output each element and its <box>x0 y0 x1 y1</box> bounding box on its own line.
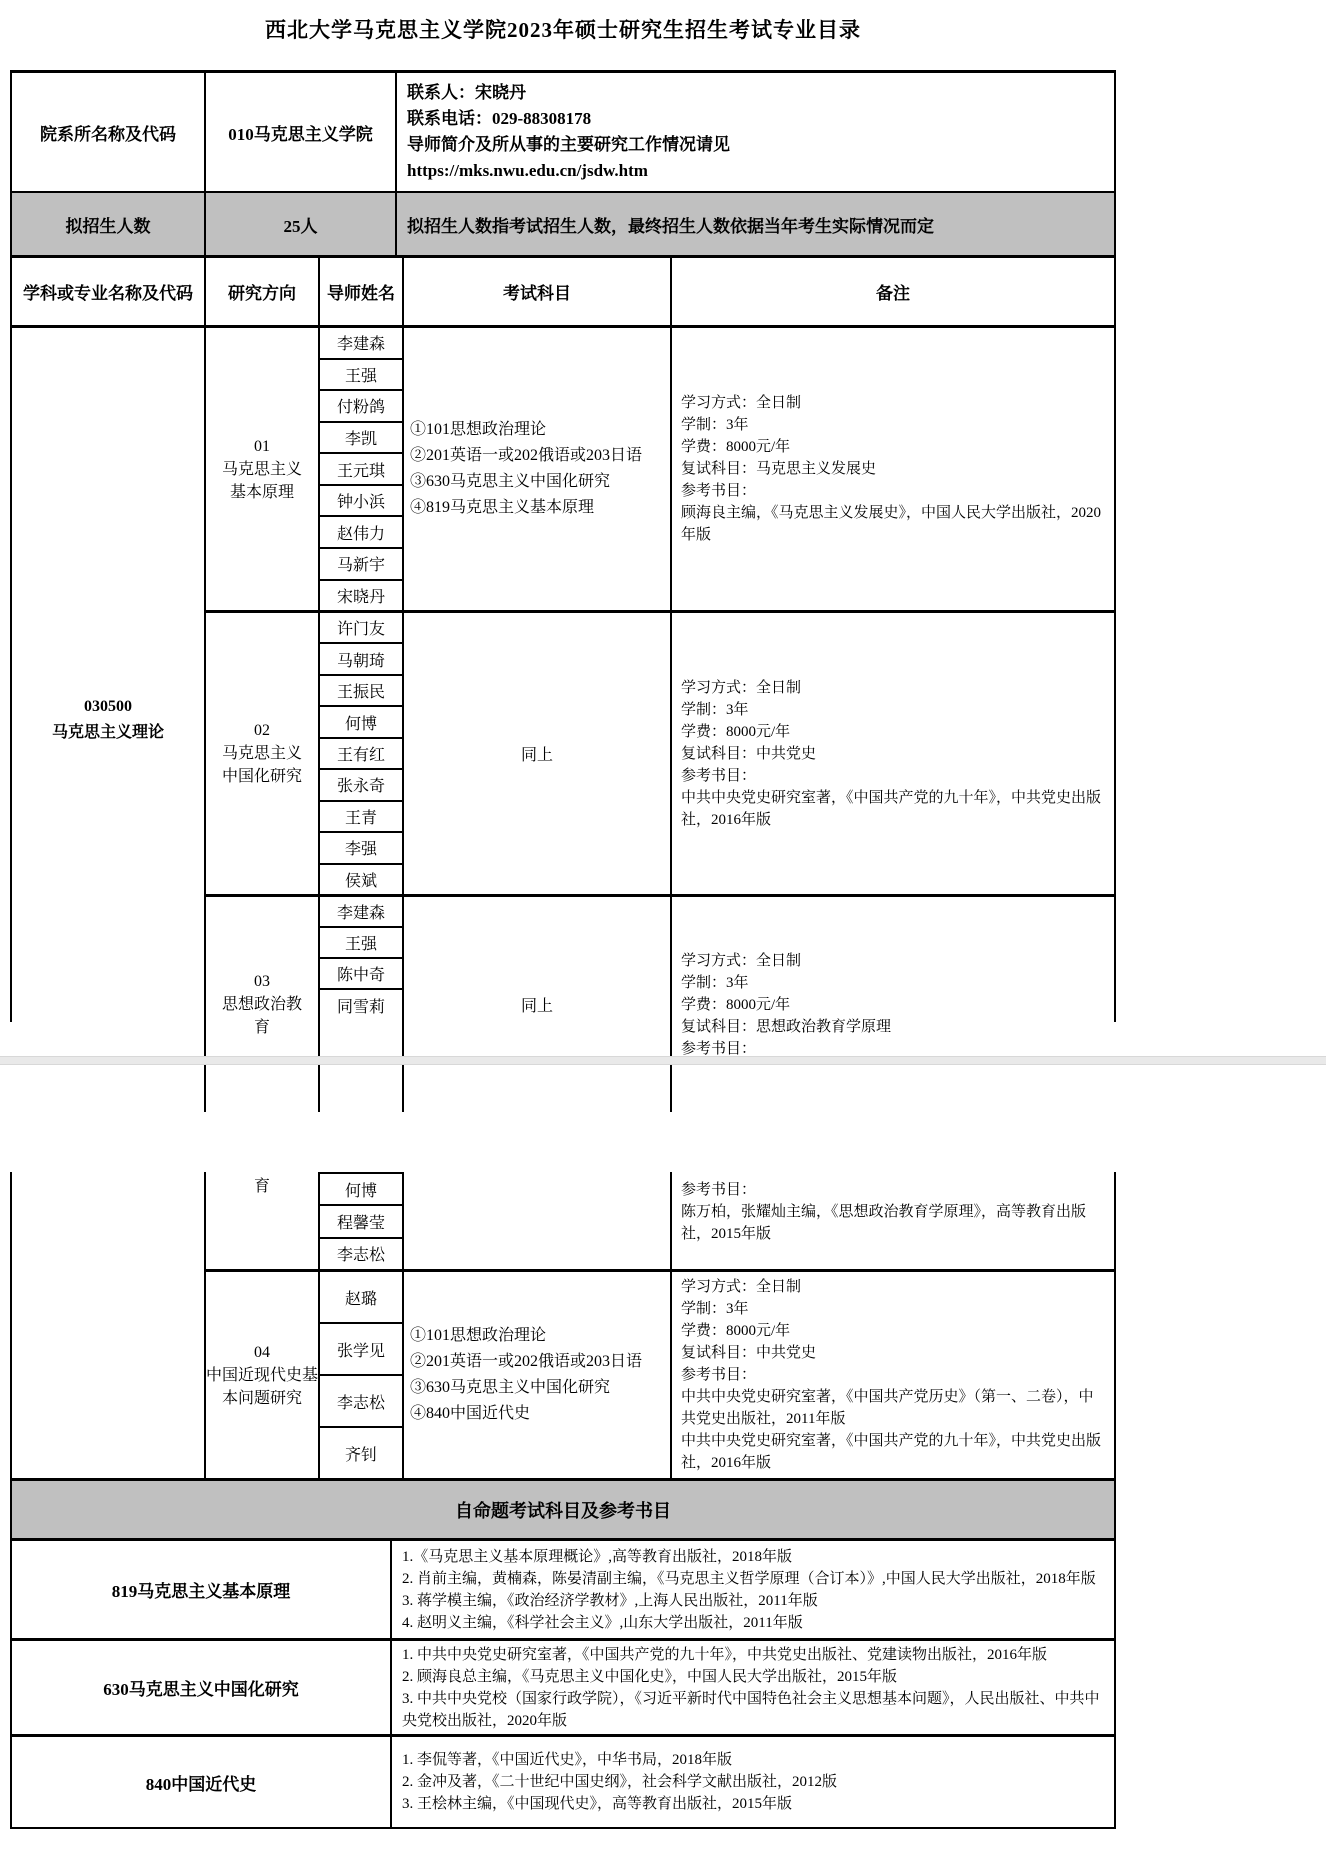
remark-line: 参考书目： <box>681 767 757 784</box>
quota-row <box>12 193 1114 258</box>
major-code: 030500 <box>84 698 132 715</box>
direction-label-04 <box>206 1272 320 1478</box>
direction-label-line: 马克思主义 <box>221 460 302 478</box>
remark-line: 学习方式：全日制 <box>681 395 802 411</box>
book-line: 3. 蒋学模主编，《政治经济学教材》,上海人民出版社，2011年版 <box>402 1592 818 1609</box>
tutor-name: 宋晓丹 <box>336 588 385 606</box>
remark-line: 学费：8000元/年 <box>681 439 791 455</box>
remark-line: 学制：3年 <box>681 417 749 433</box>
custom-subjects-header: 自命题考试科目及参考书目 <box>12 1481 1114 1541</box>
remark-line: 学费：8000元/年 <box>681 723 791 740</box>
quota-value: 25人 <box>206 193 397 255</box>
page-title: 西北大学马克思主义学院2023年硕士研究生招生考试专业目录 <box>265 18 861 42</box>
tutor-name: 王强 <box>320 928 402 959</box>
tutor-name: 李建森 <box>320 897 402 928</box>
direction-label-line: 基本原理 <box>229 483 294 501</box>
column-header-row <box>12 258 1114 328</box>
direction-label-line: 02 <box>254 722 270 739</box>
quota-note: 拟招生人数指考试招生人数，最终招生人数依据当年考生实际情况而定 <box>407 216 934 236</box>
direction-label-line: 03 <box>254 973 270 990</box>
remarks-01 <box>672 328 1114 610</box>
tutor-name: 钟小浜 <box>320 486 402 518</box>
remark-line: 学制：3年 <box>681 701 749 718</box>
tutor-name: 李志松 <box>336 1247 385 1265</box>
tutor-list-04 <box>320 1272 404 1478</box>
tutor-name: 赵伟力 <box>320 517 402 549</box>
book-list-819 <box>392 1541 1114 1638</box>
book-line: 2. 金冲及著，《二十世纪中国史纲》，社会科学文献出版社，2012版 <box>402 1774 838 1790</box>
tutor-name: 王强 <box>320 360 402 392</box>
remark-line: 参考书目： <box>681 483 757 499</box>
book-line: 4. 赵明义主编，《科学社会主义》,山东大学出版社，2011年版 <box>402 1614 803 1631</box>
header-direction: 研究方向 <box>206 258 320 325</box>
subject-list-01 <box>404 328 672 610</box>
tutor-name: 何博 <box>320 707 402 738</box>
remark-line: 参考书目： <box>681 1040 757 1057</box>
remark-line: 复试科目：中共党史 <box>681 745 817 762</box>
remark-line: 学费：8000元/年 <box>681 996 791 1013</box>
tutor-name: 付粉鸽 <box>320 391 402 423</box>
tutor-name: 李建森 <box>320 328 402 360</box>
header-tutor: 导师姓名 <box>320 258 404 325</box>
direction-label-line: 中国化研究 <box>221 768 302 785</box>
tutor-name: 张永奇 <box>320 770 402 801</box>
book-list-840 <box>392 1737 1114 1827</box>
book-line: 1. 中共中央党史研究室著，《中国共产党的九十年》，中共党史出版社、党建读物出版社，2016年版 <box>402 1646 1048 1663</box>
tutor-name: 王青 <box>320 802 402 833</box>
custom-row-840 <box>12 1737 1114 1827</box>
remark-line: 陈万柏，张耀灿主编，《思想政治教育学原理》，高等教育出版社，2015年版 <box>681 1204 1087 1242</box>
tutor-name: 齐钊 <box>344 1446 377 1464</box>
direction-block-04 <box>206 1272 1114 1478</box>
dept-row <box>12 73 1114 193</box>
dept-code-label: 院系所名称及代码 <box>12 73 206 191</box>
direction-label-01 <box>206 328 320 610</box>
tutor-name: 许门友 <box>320 613 402 644</box>
remark-line: 学制：3年 <box>681 974 749 991</box>
book-line: 1. 李侃等著，《中国近代史》，中华书局，2018年版 <box>402 1752 733 1768</box>
subject-same-02: 同上 <box>404 613 672 894</box>
remark-line: 学习方式：全日制 <box>681 679 802 696</box>
direction-block-03-page2 <box>206 1172 1114 1272</box>
remarks-03-page2 <box>672 1172 1114 1269</box>
subject-line: ②201英语一或202俄语或203日语 <box>410 1353 643 1370</box>
custom-label-840: 840中国近代史 <box>12 1737 392 1827</box>
contact-phone: 联系电话：029-88308178 <box>407 109 592 128</box>
direction-label-03 <box>206 897 320 1112</box>
major-cell-continued <box>12 1172 206 1478</box>
subject-line: ④819马克思主义基本原理 <box>410 499 595 516</box>
direction-label-line: 本问题研究 <box>221 1389 302 1407</box>
direction-block-02 <box>206 613 1114 897</box>
subject-line: ①101思想政治理论 <box>410 1327 547 1344</box>
tutor-name: 程馨莹 <box>320 1206 402 1238</box>
book-line: 3. 中共中央党校（国家行政学院），《习近平新时代中国特色社会主义思想基本问题》，人民出版社、中共中央党校出版社，2020年版 <box>402 1690 1100 1729</box>
catalog-table-page1 <box>10 70 1116 1057</box>
direction-label-line: 育 <box>253 1178 270 1195</box>
direction-label-line: 中国近现代史基 <box>206 1366 319 1384</box>
tutor-name: 张学见 <box>320 1324 402 1376</box>
contact-info-cell <box>397 73 1114 191</box>
major-name: 马克思主义理论 <box>51 724 164 741</box>
remark-line: 学习方式：全日制 <box>681 1279 802 1295</box>
remark-line: 参考书目： <box>681 1367 757 1383</box>
tutor-name: 马新宇 <box>320 549 402 581</box>
remark-line: 中共中央党史研究室著，《中国共产党历史》（第一、二卷），中共党史出版社，2011年版 <box>681 1389 1094 1427</box>
subject-empty-03 <box>404 1172 672 1269</box>
direction-label-line: 育 <box>253 1019 270 1036</box>
remark-line: 学习方式：全日制 <box>681 952 802 969</box>
header-major: 学科或专业名称及代码 <box>12 258 206 325</box>
direction-label-03-continued <box>206 1172 320 1269</box>
tutor-name: 王元琪 <box>320 454 402 486</box>
tutor-name: 王振民 <box>320 676 402 707</box>
book-line: 2. 肖前主编，黄楠森，陈晏清副主编，《马克思主义哲学原理（合订本）》,中国人民大学出版社，2018年版 <box>402 1570 1096 1587</box>
catalog-table-page2 <box>10 1172 1116 1829</box>
remark-line: 中共中央党史研究室著，《中国共产党的九十年》，中共党史出版社，2016年版 <box>681 789 1102 828</box>
tutor-list-02 <box>320 613 404 894</box>
tutor-name: 陈中奇 <box>320 959 402 990</box>
subject-line: ③630马克思主义中国化研究 <box>410 473 611 490</box>
subject-same-03: 同上 <box>404 897 672 1112</box>
tutor-name: 侯斌 <box>344 872 377 890</box>
remarks-03-page1 <box>672 897 1114 1112</box>
custom-label-630: 630马克思主义中国化研究 <box>12 1641 392 1734</box>
tutor-name: 同雪莉 <box>336 999 385 1016</box>
subject-list-04 <box>404 1272 672 1478</box>
tutor-name: 马朝琦 <box>320 644 402 675</box>
remarks-02 <box>672 613 1114 894</box>
major-cell <box>12 328 206 1112</box>
subject-line: ②201英语一或202俄语或203日语 <box>410 447 643 464</box>
header-remarks: 备注 <box>876 284 910 303</box>
remark-line: 学制：3年 <box>681 1301 749 1317</box>
header-subjects: 考试科目 <box>404 258 672 325</box>
book-line: 1.《马克思主义基本原理概论》,高等教育出版社，2018年版 <box>402 1548 793 1565</box>
remark-line: 中共中央党史研究室著，《中国共产党的九十年》，中共党史出版社，2016年版 <box>681 1433 1102 1471</box>
tutor-name: 何博 <box>320 1174 402 1206</box>
tutor-name: 李强 <box>320 833 402 864</box>
direction-block-01 <box>206 328 1114 613</box>
book-line: 2. 顾海良总主编，《马克思主义中国化史》，中国人民大学出版社，2015年版 <box>402 1668 898 1685</box>
tutor-name: 李凯 <box>320 423 402 455</box>
dept-code-value: 010马克思主义学院 <box>206 73 397 191</box>
book-list-630 <box>392 1641 1114 1734</box>
tutor-intro-url[interactable]: https://mks.nwu.edu.cn/jsdw.htm <box>407 161 648 180</box>
tutor-list-01 <box>320 328 404 610</box>
remark-line: 顾海良主编，《马克思主义发展史》，中国人民大学出版社，2020年版 <box>681 505 1102 543</box>
custom-row-819 <box>12 1541 1114 1641</box>
direction-label-line: 马克思主义 <box>221 745 302 762</box>
custom-label-819: 819马克思主义基本原理 <box>12 1541 392 1638</box>
direction-body-page2 <box>12 1172 1114 1481</box>
tutor-name: 李志松 <box>320 1376 402 1428</box>
tutor-intro-note: 导师简介及所从事的主要研究工作情况请见 <box>407 135 730 154</box>
quota-label: 拟招生人数 <box>12 193 206 255</box>
remark-line: 复试科目：马克思主义发展史 <box>681 461 877 477</box>
direction-block-03-page1 <box>206 897 1114 1112</box>
direction-label-02 <box>206 613 320 894</box>
tutor-name: 赵璐 <box>320 1272 402 1324</box>
remark-line: 学费：8000元/年 <box>681 1323 791 1339</box>
major-body-row <box>12 328 1114 1112</box>
remark-line: 参考书目： <box>681 1182 757 1198</box>
subject-line: ①101思想政治理论 <box>410 421 547 438</box>
remarks-04 <box>672 1272 1114 1478</box>
direction-label-line: 04 <box>254 1343 270 1361</box>
tutor-name: 王有红 <box>320 739 402 770</box>
tutor-list-03-page1 <box>320 897 404 1112</box>
remark-line: 复试科目：中共党史 <box>681 1345 817 1361</box>
tutor-list-03-page2 <box>320 1172 404 1269</box>
remark-line: 复试科目：思想政治教育学原理 <box>681 1018 892 1035</box>
direction-label-line: 01 <box>254 437 270 455</box>
page-break-separator <box>0 1056 1326 1065</box>
subject-line: ④840中国近代史 <box>410 1405 531 1422</box>
subject-line: ③630马克思主义中国化研究 <box>410 1379 611 1396</box>
direction-label-line: 思想政治教 <box>221 996 302 1013</box>
book-line: 3. 王桧林主编，《中国现代史》，高等教育出版社，2015年版 <box>402 1796 793 1812</box>
custom-row-630 <box>12 1641 1114 1737</box>
contact-person: 联系人：宋晓丹 <box>407 83 526 102</box>
